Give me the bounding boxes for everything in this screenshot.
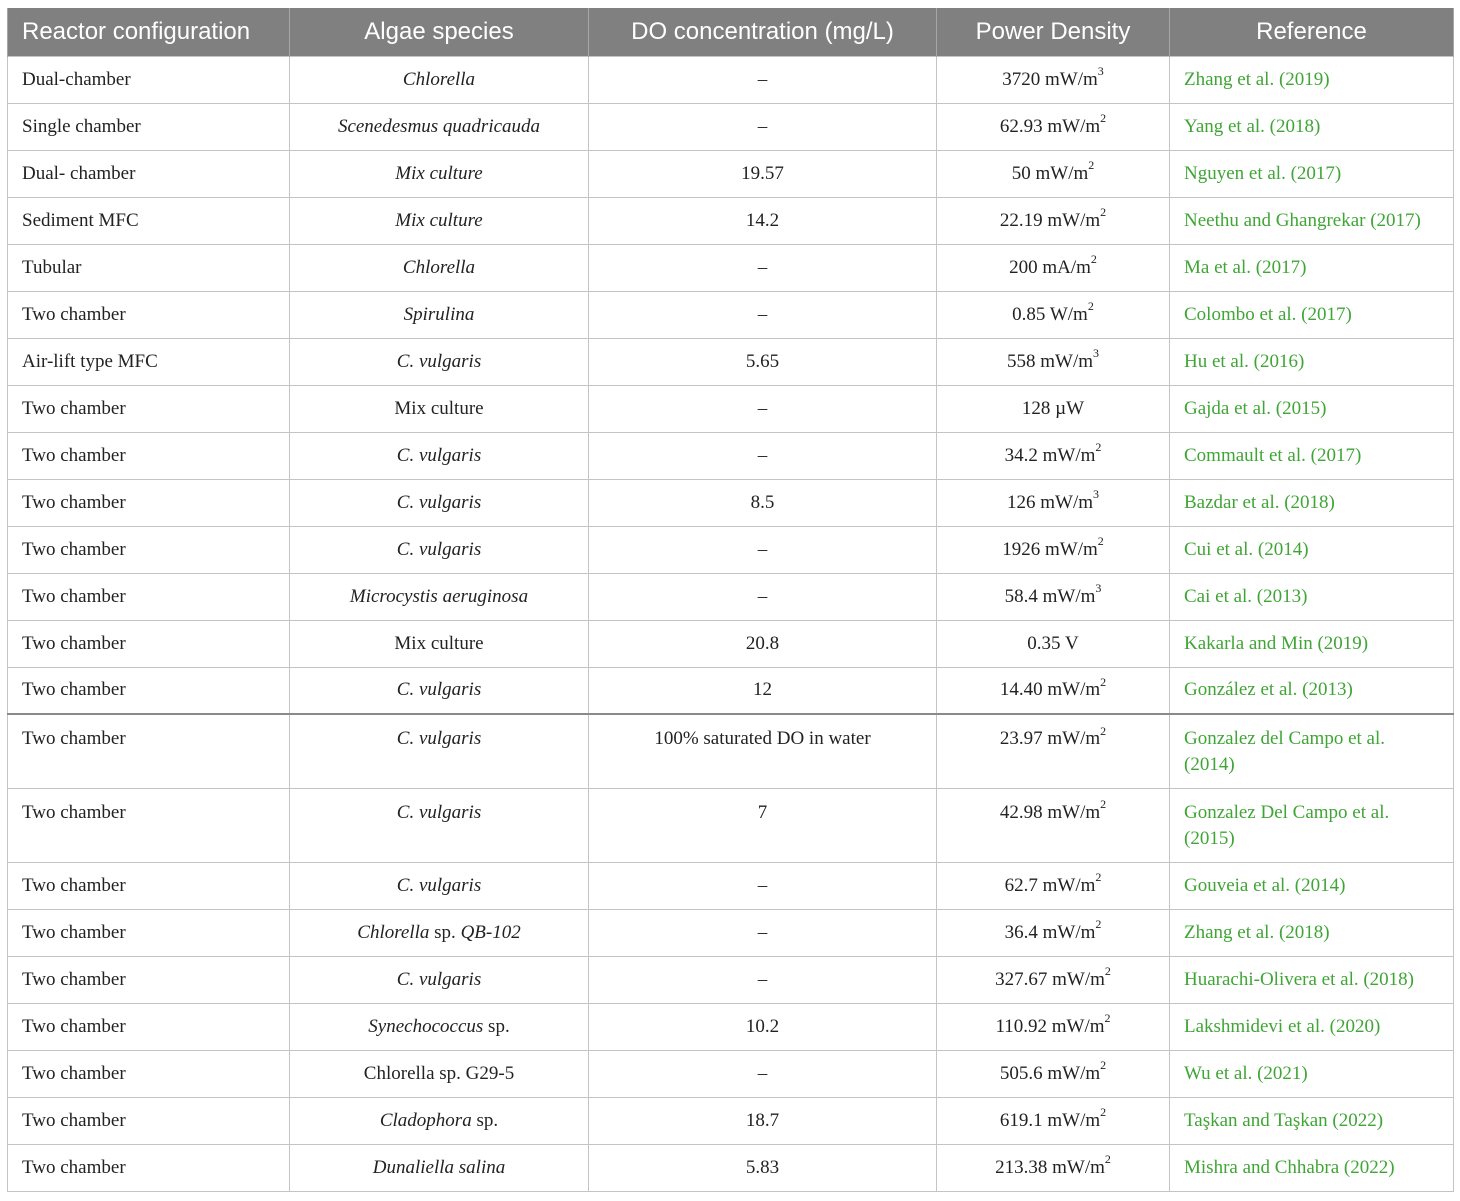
- cell-do-concentration: 20.8: [589, 620, 937, 667]
- table-row: [8, 338, 1454, 385]
- cell-reactor-configuration: Two chamber: [8, 573, 290, 620]
- header-reactor-configuration: Reactor configuration: [8, 8, 290, 56]
- cell-do-concentration: 19.57: [589, 150, 937, 197]
- power-density-value: 213.38 mW/m: [995, 1156, 1105, 1178]
- table-row: [8, 1144, 1454, 1191]
- species-italic-text: Microcystis aeruginosa: [349, 585, 529, 607]
- power-density-value: 50 mW/m: [1011, 162, 1089, 184]
- cell-reactor-configuration: Air-lift type MFC: [8, 338, 290, 385]
- cell-do-concentration: 7: [589, 788, 937, 862]
- species-italic-text: Chlorella: [357, 921, 430, 943]
- cell-algae-species: [290, 1097, 589, 1144]
- reference-link[interactable]: Yang et al. (2018): [1170, 103, 1454, 150]
- header-power-density: Power Density: [937, 8, 1170, 56]
- cell-reactor-configuration: Single chamber: [8, 103, 290, 150]
- cell-do-concentration: –: [589, 56, 937, 103]
- cell-reactor-configuration: Two chamber: [8, 862, 290, 909]
- header-algae-species: Algae species: [290, 8, 589, 56]
- table-row: [8, 291, 1454, 338]
- cell-do-concentration: –: [589, 103, 937, 150]
- cell-reactor-configuration: Two chamber: [8, 714, 290, 788]
- cell-do-concentration: 10.2: [589, 1003, 937, 1050]
- table-row: [8, 620, 1454, 667]
- cell-power-density: [937, 956, 1170, 1003]
- unit-exponent: 3: [1093, 487, 1100, 502]
- table-body: [8, 56, 1454, 1191]
- power-density-value: 58.4 mW/m: [1004, 585, 1096, 607]
- table-row: [8, 573, 1454, 620]
- reference-link[interactable]: Zhang et al. (2018): [1170, 909, 1454, 956]
- unit-exponent: 3: [1095, 581, 1102, 596]
- cell-do-concentration: 5.83: [589, 1144, 937, 1191]
- cell-do-concentration: –: [589, 573, 937, 620]
- reference-link[interactable]: Ma et al. (2017): [1170, 244, 1454, 291]
- species-plain-text: sp.: [483, 1015, 510, 1037]
- cell-power-density: [937, 197, 1170, 244]
- cell-reactor-configuration: Two chamber: [8, 479, 290, 526]
- table-row: [8, 150, 1454, 197]
- cell-do-concentration: 5.65: [589, 338, 937, 385]
- cell-power-density: [937, 432, 1170, 479]
- reference-link[interactable]: Bazdar et al. (2018): [1170, 479, 1454, 526]
- unit-exponent: 2: [1095, 870, 1102, 885]
- reference-link[interactable]: Gajda et al. (2015): [1170, 385, 1454, 432]
- cell-reactor-configuration: Two chamber: [8, 620, 290, 667]
- cell-do-concentration: –: [589, 385, 937, 432]
- unit-exponent: 2: [1104, 1152, 1111, 1167]
- cell-do-concentration: 100% saturated DO in water: [589, 714, 937, 788]
- cell-algae-species: [290, 573, 589, 620]
- unit-exponent: 3: [1093, 346, 1100, 361]
- cell-algae-species: [290, 714, 589, 788]
- cell-algae-species: [290, 338, 589, 385]
- reference-link[interactable]: Lakshmidevi et al. (2020): [1170, 1003, 1454, 1050]
- cell-power-density: [937, 1144, 1170, 1191]
- cell-reactor-configuration: Dual- chamber: [8, 150, 290, 197]
- species-italic-text: C. vulgaris: [396, 350, 482, 372]
- cell-power-density: [937, 385, 1170, 432]
- reference-link[interactable]: Kakarla and Min (2019): [1170, 620, 1454, 667]
- cell-algae-species: [290, 432, 589, 479]
- species-italic-text: Mix culture: [395, 162, 483, 184]
- cell-power-density: [937, 862, 1170, 909]
- power-density-value: 22.19 mW/m: [999, 209, 1101, 231]
- unit-exponent: 2: [1100, 111, 1107, 126]
- table-row: [8, 1097, 1454, 1144]
- unit-exponent: 2: [1097, 534, 1104, 549]
- table-row: [8, 56, 1454, 103]
- reference-link[interactable]: Cai et al. (2013): [1170, 573, 1454, 620]
- reference-link[interactable]: Wu et al. (2021): [1170, 1050, 1454, 1097]
- species-italic-text: Chlorella: [402, 256, 476, 278]
- reference-link[interactable]: Neethu and Ghangrekar (2017): [1170, 197, 1454, 244]
- unit-exponent: 2: [1100, 797, 1107, 812]
- power-density-value: 3720 mW/m: [1002, 68, 1098, 90]
- power-density-value: 110.92 mW/m: [995, 1015, 1105, 1037]
- header-row: [8, 8, 1454, 56]
- species-italic-text: Scenedesmus quadricauda: [337, 115, 541, 137]
- unit-exponent: 2: [1100, 674, 1107, 689]
- table-row: [8, 862, 1454, 909]
- reference-link[interactable]: Zhang et al. (2019): [1170, 56, 1454, 103]
- species-italic-text: C. vulgaris: [396, 728, 482, 749]
- species-italic-text: C. vulgaris: [396, 801, 482, 823]
- cell-algae-species: [290, 1050, 589, 1097]
- unit-exponent: 2: [1100, 1058, 1107, 1073]
- reference-link[interactable]: Hu et al. (2016): [1170, 338, 1454, 385]
- species-italic-text: C. vulgaris: [396, 968, 482, 990]
- cell-power-density: [937, 1097, 1170, 1144]
- power-density-value: 0.35 V: [1027, 632, 1079, 654]
- cell-algae-species: [290, 1003, 589, 1050]
- table-row: [8, 479, 1454, 526]
- unit-exponent: 2: [1095, 440, 1102, 455]
- cell-algae-species: [290, 197, 589, 244]
- species-italic-text: Mix culture: [395, 209, 483, 231]
- power-density-value: 1926 mW/m: [1002, 538, 1098, 560]
- species-italic-text: C. vulgaris: [396, 444, 482, 466]
- unit-exponent: 2: [1100, 1105, 1107, 1120]
- power-density-value: 62.7 mW/m: [1004, 874, 1096, 896]
- species-italic-text: Spirulina: [403, 303, 475, 325]
- cell-do-concentration: –: [589, 909, 937, 956]
- power-density-value: 62.93 mW/m: [999, 115, 1101, 137]
- cell-power-density: [937, 56, 1170, 103]
- cell-power-density: [937, 909, 1170, 956]
- cell-do-concentration: –: [589, 956, 937, 1003]
- cell-power-density: [937, 526, 1170, 573]
- header-reference: Reference: [1170, 8, 1454, 56]
- power-density-value: 34.2 mW/m: [1004, 444, 1096, 466]
- cell-algae-species: [290, 385, 589, 432]
- cell-reactor-configuration: Two chamber: [8, 1097, 290, 1144]
- cell-reactor-configuration: Two chamber: [8, 1050, 290, 1097]
- power-density-value: 36.4 mW/m: [1004, 921, 1096, 943]
- species-italic-text: Cladophora: [379, 1109, 472, 1131]
- reference-link[interactable]: Commault et al. (2017): [1170, 432, 1454, 479]
- cell-algae-species: [290, 291, 589, 338]
- table-row: [8, 1003, 1454, 1050]
- table-row: [8, 244, 1454, 291]
- table-row: [8, 526, 1454, 573]
- unit-exponent: 3: [1097, 64, 1104, 79]
- power-density-value: 126 mW/m: [1006, 491, 1094, 513]
- cell-power-density: [937, 150, 1170, 197]
- unit-exponent: 2: [1095, 917, 1102, 932]
- unit-exponent: 2: [1088, 158, 1095, 173]
- cell-algae-species: [290, 1144, 589, 1191]
- unit-exponent: 2: [1087, 299, 1094, 314]
- species-italic-text: Synechococcus: [368, 1015, 484, 1037]
- species-plain-text: sp.: [429, 921, 461, 943]
- cell-algae-species: [290, 862, 589, 909]
- cell-algae-species: [290, 909, 589, 956]
- species-italic-text: C. vulgaris: [396, 491, 482, 513]
- header-do-concentration: DO concentration (mg/L): [589, 8, 937, 56]
- species-italic-text: C. vulgaris: [396, 874, 482, 896]
- cell-algae-species: [290, 526, 589, 573]
- cell-algae-species: [290, 788, 589, 862]
- species-italic-text: C. vulgaris: [396, 538, 482, 560]
- table-row: [8, 385, 1454, 432]
- power-density-value: 128 µW: [1021, 397, 1085, 419]
- cell-power-density: [937, 667, 1170, 714]
- table-row: [8, 197, 1454, 244]
- cell-algae-species: [290, 56, 589, 103]
- cell-power-density: [937, 291, 1170, 338]
- power-density-value: 42.98 mW/m: [999, 801, 1101, 823]
- table-row: [8, 1050, 1454, 1097]
- reference-link[interactable]: Cui et al. (2014): [1170, 526, 1454, 573]
- reference-link[interactable]: Gonzalez Del Campo et al. (2015): [1170, 788, 1454, 862]
- species-plain-text: Chlorella sp. G29-5: [363, 1062, 515, 1084]
- cell-do-concentration: 12: [589, 667, 937, 714]
- power-density-value: 327.67 mW/m: [995, 968, 1105, 990]
- table-header: [8, 8, 1454, 56]
- table-row: [8, 103, 1454, 150]
- cell-do-concentration: –: [589, 432, 937, 479]
- reference-link[interactable]: Gonzalez del Campo et al. (2014): [1170, 714, 1454, 788]
- data-table: [7, 8, 1454, 1192]
- cell-reactor-configuration: Two chamber: [8, 1003, 290, 1050]
- table-row: [8, 956, 1454, 1003]
- cell-power-density: [937, 573, 1170, 620]
- cell-power-density: [937, 244, 1170, 291]
- unit-exponent: 2: [1104, 1011, 1111, 1026]
- table-row: [8, 432, 1454, 479]
- cell-do-concentration: –: [589, 526, 937, 573]
- species-plain-text: Mix culture: [394, 632, 484, 654]
- cell-power-density: [937, 1050, 1170, 1097]
- cell-algae-species: [290, 620, 589, 667]
- reference-link[interactable]: Colombo et al. (2017): [1170, 291, 1454, 338]
- reference-link[interactable]: Taşkan and Taşkan (2022): [1170, 1097, 1454, 1144]
- cell-algae-species: [290, 103, 589, 150]
- cell-algae-species: [290, 956, 589, 1003]
- power-density-value: 200 mA/m: [1009, 256, 1091, 278]
- unit-exponent: 2: [1104, 964, 1111, 979]
- reference-link[interactable]: Mishra and Chhabra (2022): [1170, 1144, 1454, 1191]
- cell-power-density: [937, 714, 1170, 788]
- power-density-value: 14.40 mW/m: [999, 679, 1101, 701]
- cell-do-concentration: 18.7: [589, 1097, 937, 1144]
- power-density-value: 0.85 W/m: [1012, 303, 1088, 325]
- power-density-value: 23.97 mW/m: [999, 728, 1101, 749]
- cell-algae-species: [290, 667, 589, 714]
- species-italic-text: Chlorella: [402, 68, 476, 90]
- table-row: [8, 788, 1454, 862]
- table-row: [8, 909, 1454, 956]
- cell-do-concentration: 14.2: [589, 197, 937, 244]
- cell-power-density: [937, 103, 1170, 150]
- cell-power-density: [937, 479, 1170, 526]
- cell-reactor-configuration: Dual-chamber: [8, 56, 290, 103]
- cell-reactor-configuration: Two chamber: [8, 788, 290, 862]
- cell-do-concentration: –: [589, 862, 937, 909]
- cell-reactor-configuration: Two chamber: [8, 1144, 290, 1191]
- cell-reactor-configuration: Two chamber: [8, 291, 290, 338]
- table-row: [8, 714, 1454, 788]
- cell-power-density: [937, 788, 1170, 862]
- cell-power-density: [937, 620, 1170, 667]
- cell-reactor-configuration: Two chamber: [8, 385, 290, 432]
- species-italic-text: Dunaliella salina: [372, 1156, 506, 1178]
- species-italic-text: C. vulgaris: [396, 679, 482, 701]
- unit-exponent: 2: [1100, 205, 1107, 220]
- reference-link[interactable]: Gouveia et al. (2014): [1170, 862, 1454, 909]
- cell-do-concentration: –: [589, 291, 937, 338]
- cell-algae-species: [290, 150, 589, 197]
- cell-reactor-configuration: Tubular: [8, 244, 290, 291]
- cell-reactor-configuration: Two chamber: [8, 956, 290, 1003]
- power-density-value: 558 mW/m: [1006, 350, 1094, 372]
- species-plain-text: Mix culture: [394, 397, 484, 419]
- species-plain-text: sp.: [471, 1109, 499, 1131]
- power-density-value: 619.1 mW/m: [999, 1109, 1101, 1131]
- cell-power-density: [937, 338, 1170, 385]
- unit-exponent: 2: [1090, 252, 1097, 267]
- cell-do-concentration: –: [589, 244, 937, 291]
- table-row: [8, 667, 1454, 714]
- cell-power-density: [937, 1003, 1170, 1050]
- cell-do-concentration: –: [589, 1050, 937, 1097]
- cell-reactor-configuration: Two chamber: [8, 432, 290, 479]
- cell-reactor-configuration: Two chamber: [8, 909, 290, 956]
- reference-link[interactable]: Huarachi-Olivera et al. (2018): [1170, 956, 1454, 1003]
- reference-link[interactable]: Nguyen et al. (2017): [1170, 150, 1454, 197]
- cell-reactor-configuration: Two chamber: [8, 526, 290, 573]
- cell-algae-species: [290, 479, 589, 526]
- species-strain-text: QB-102: [460, 921, 521, 943]
- cell-algae-species: [290, 244, 589, 291]
- power-density-value: 505.6 mW/m: [999, 1062, 1101, 1084]
- cell-do-concentration: 8.5: [589, 479, 937, 526]
- reference-link[interactable]: González et al. (2013): [1170, 667, 1454, 714]
- unit-exponent: 2: [1100, 723, 1107, 738]
- cell-reactor-configuration: Sediment MFC: [8, 197, 290, 244]
- cell-reactor-configuration: Two chamber: [8, 667, 290, 714]
